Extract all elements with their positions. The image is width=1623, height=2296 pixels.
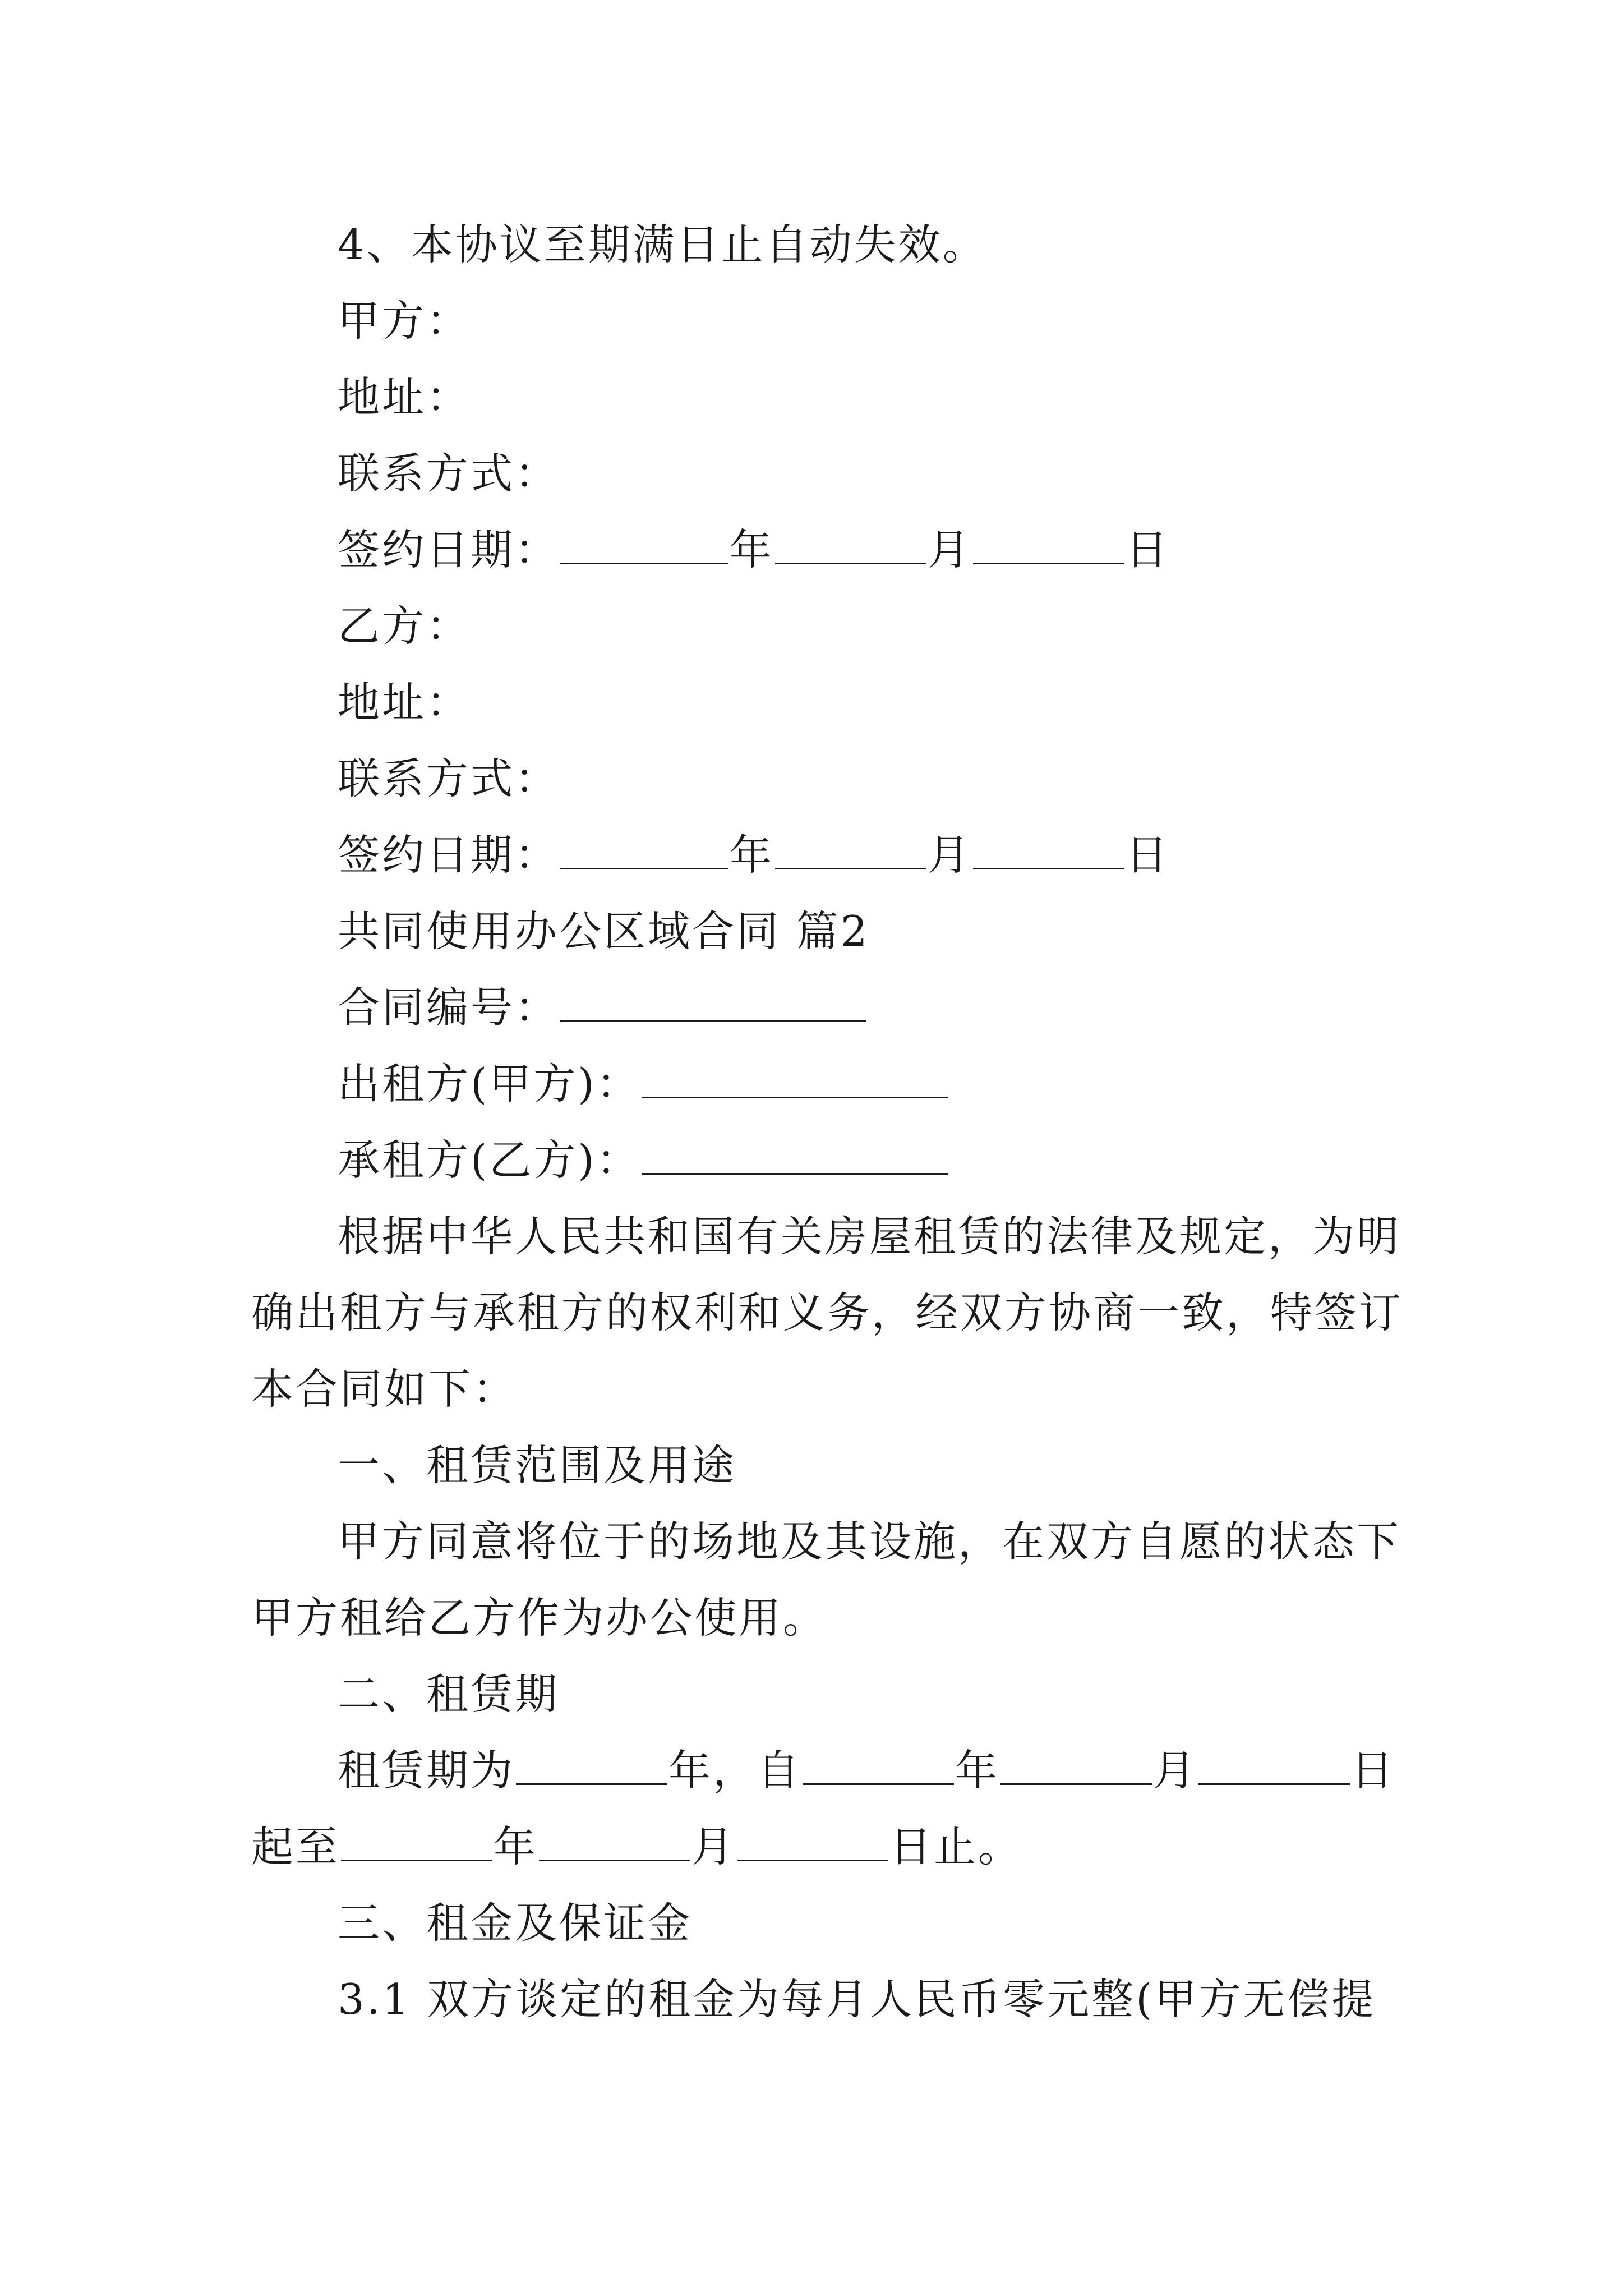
start-day-blank: [1198, 1743, 1350, 1785]
day-char: 日: [1126, 525, 1170, 574]
party-a-label: 甲方：: [338, 296, 471, 346]
clause-3-1: 3.1 双方谈定的租金为每月人民币零元整(甲方无偿提: [338, 1975, 1376, 2024]
intro-line-2: 确出租方与承租方的权利和义务，经双方协商一致，特签订: [251, 1288, 1404, 1337]
end-year-blank: [341, 1819, 492, 1861]
year-char: 年: [494, 1822, 538, 1871]
lessee-label: 承租方(乙方)：: [338, 1135, 641, 1185]
day-char: 日: [1351, 1746, 1396, 1795]
clause-4: 4、本协议至期满日止自动失效。: [338, 220, 987, 269]
start-month-blank: [1000, 1743, 1152, 1785]
term-line-1: [338, 1742, 1395, 1798]
sign-month-blank: [775, 827, 926, 869]
section-1-line-1: 甲方同意将位于的场地及其设施，在双方自愿的状态下: [338, 1517, 1401, 1566]
term-line2-prefix: 起至: [251, 1822, 340, 1871]
section-1-line-2: 甲方租给乙方作为办公使用。: [251, 1593, 828, 1642]
month-char: 月: [928, 830, 972, 880]
section-3-title: 三、租金及保证金: [338, 1898, 693, 1948]
lessor-label: 出租方(甲方)：: [338, 1059, 641, 1108]
intro-line-3: 本合同如下：: [251, 1364, 518, 1414]
sign-day-blank: [973, 522, 1124, 564]
party-b-sign-date: [338, 827, 1170, 883]
month-char: 月: [1153, 1746, 1198, 1795]
party-a-sign-date: [338, 522, 1170, 578]
day-end: 日止。: [889, 1822, 1023, 1871]
term-line-2: [251, 1819, 1022, 1875]
sign-date-label: 签约日期：: [338, 830, 560, 880]
end-day-blank: [737, 1819, 888, 1861]
year-char: 年: [730, 830, 774, 880]
year-char: 年: [730, 525, 774, 574]
month-char: 月: [928, 525, 972, 574]
contract-number: [338, 979, 867, 1036]
lessee: [338, 1132, 949, 1188]
start-year-blank: [803, 1743, 954, 1785]
contract-number-blank: [560, 980, 866, 1022]
end-month-blank: [539, 1819, 690, 1861]
party-a-address-label: 地址：: [338, 372, 471, 422]
month-char: 月: [691, 1822, 736, 1871]
sign-date-label: 签约日期：: [338, 525, 560, 574]
lessee-blank: [642, 1133, 948, 1175]
party-b-contact-label: 联系方式：: [338, 754, 560, 803]
term-prefix: 租赁期为: [338, 1746, 515, 1795]
sign-month-blank: [775, 522, 926, 564]
contract-2-title: 共同使用办公区域合同 篇2: [338, 907, 870, 956]
party-b-label: 乙方：: [338, 601, 471, 651]
lessor: [338, 1056, 949, 1112]
lessor-blank: [642, 1056, 948, 1098]
contract-number-label: 合同编号：: [338, 983, 560, 1032]
year-char: 年: [955, 1746, 1000, 1795]
sign-year-blank: [560, 522, 728, 564]
intro-line-1: 根据中华人民共和国有关房屋租赁的法律及规定，为明: [338, 1212, 1401, 1261]
term-year-from: 年，自: [668, 1746, 802, 1795]
sign-year-blank: [560, 827, 728, 869]
day-char: 日: [1126, 830, 1170, 880]
section-2-title: 二、租赁期: [338, 1669, 560, 1719]
party-b-address-label: 地址：: [338, 678, 471, 727]
sign-day-blank: [973, 827, 1124, 869]
term-years-blank: [516, 1743, 667, 1785]
party-a-contact-label: 联系方式：: [338, 449, 560, 498]
section-1-title: 一、租赁范围及用途: [338, 1441, 737, 1490]
